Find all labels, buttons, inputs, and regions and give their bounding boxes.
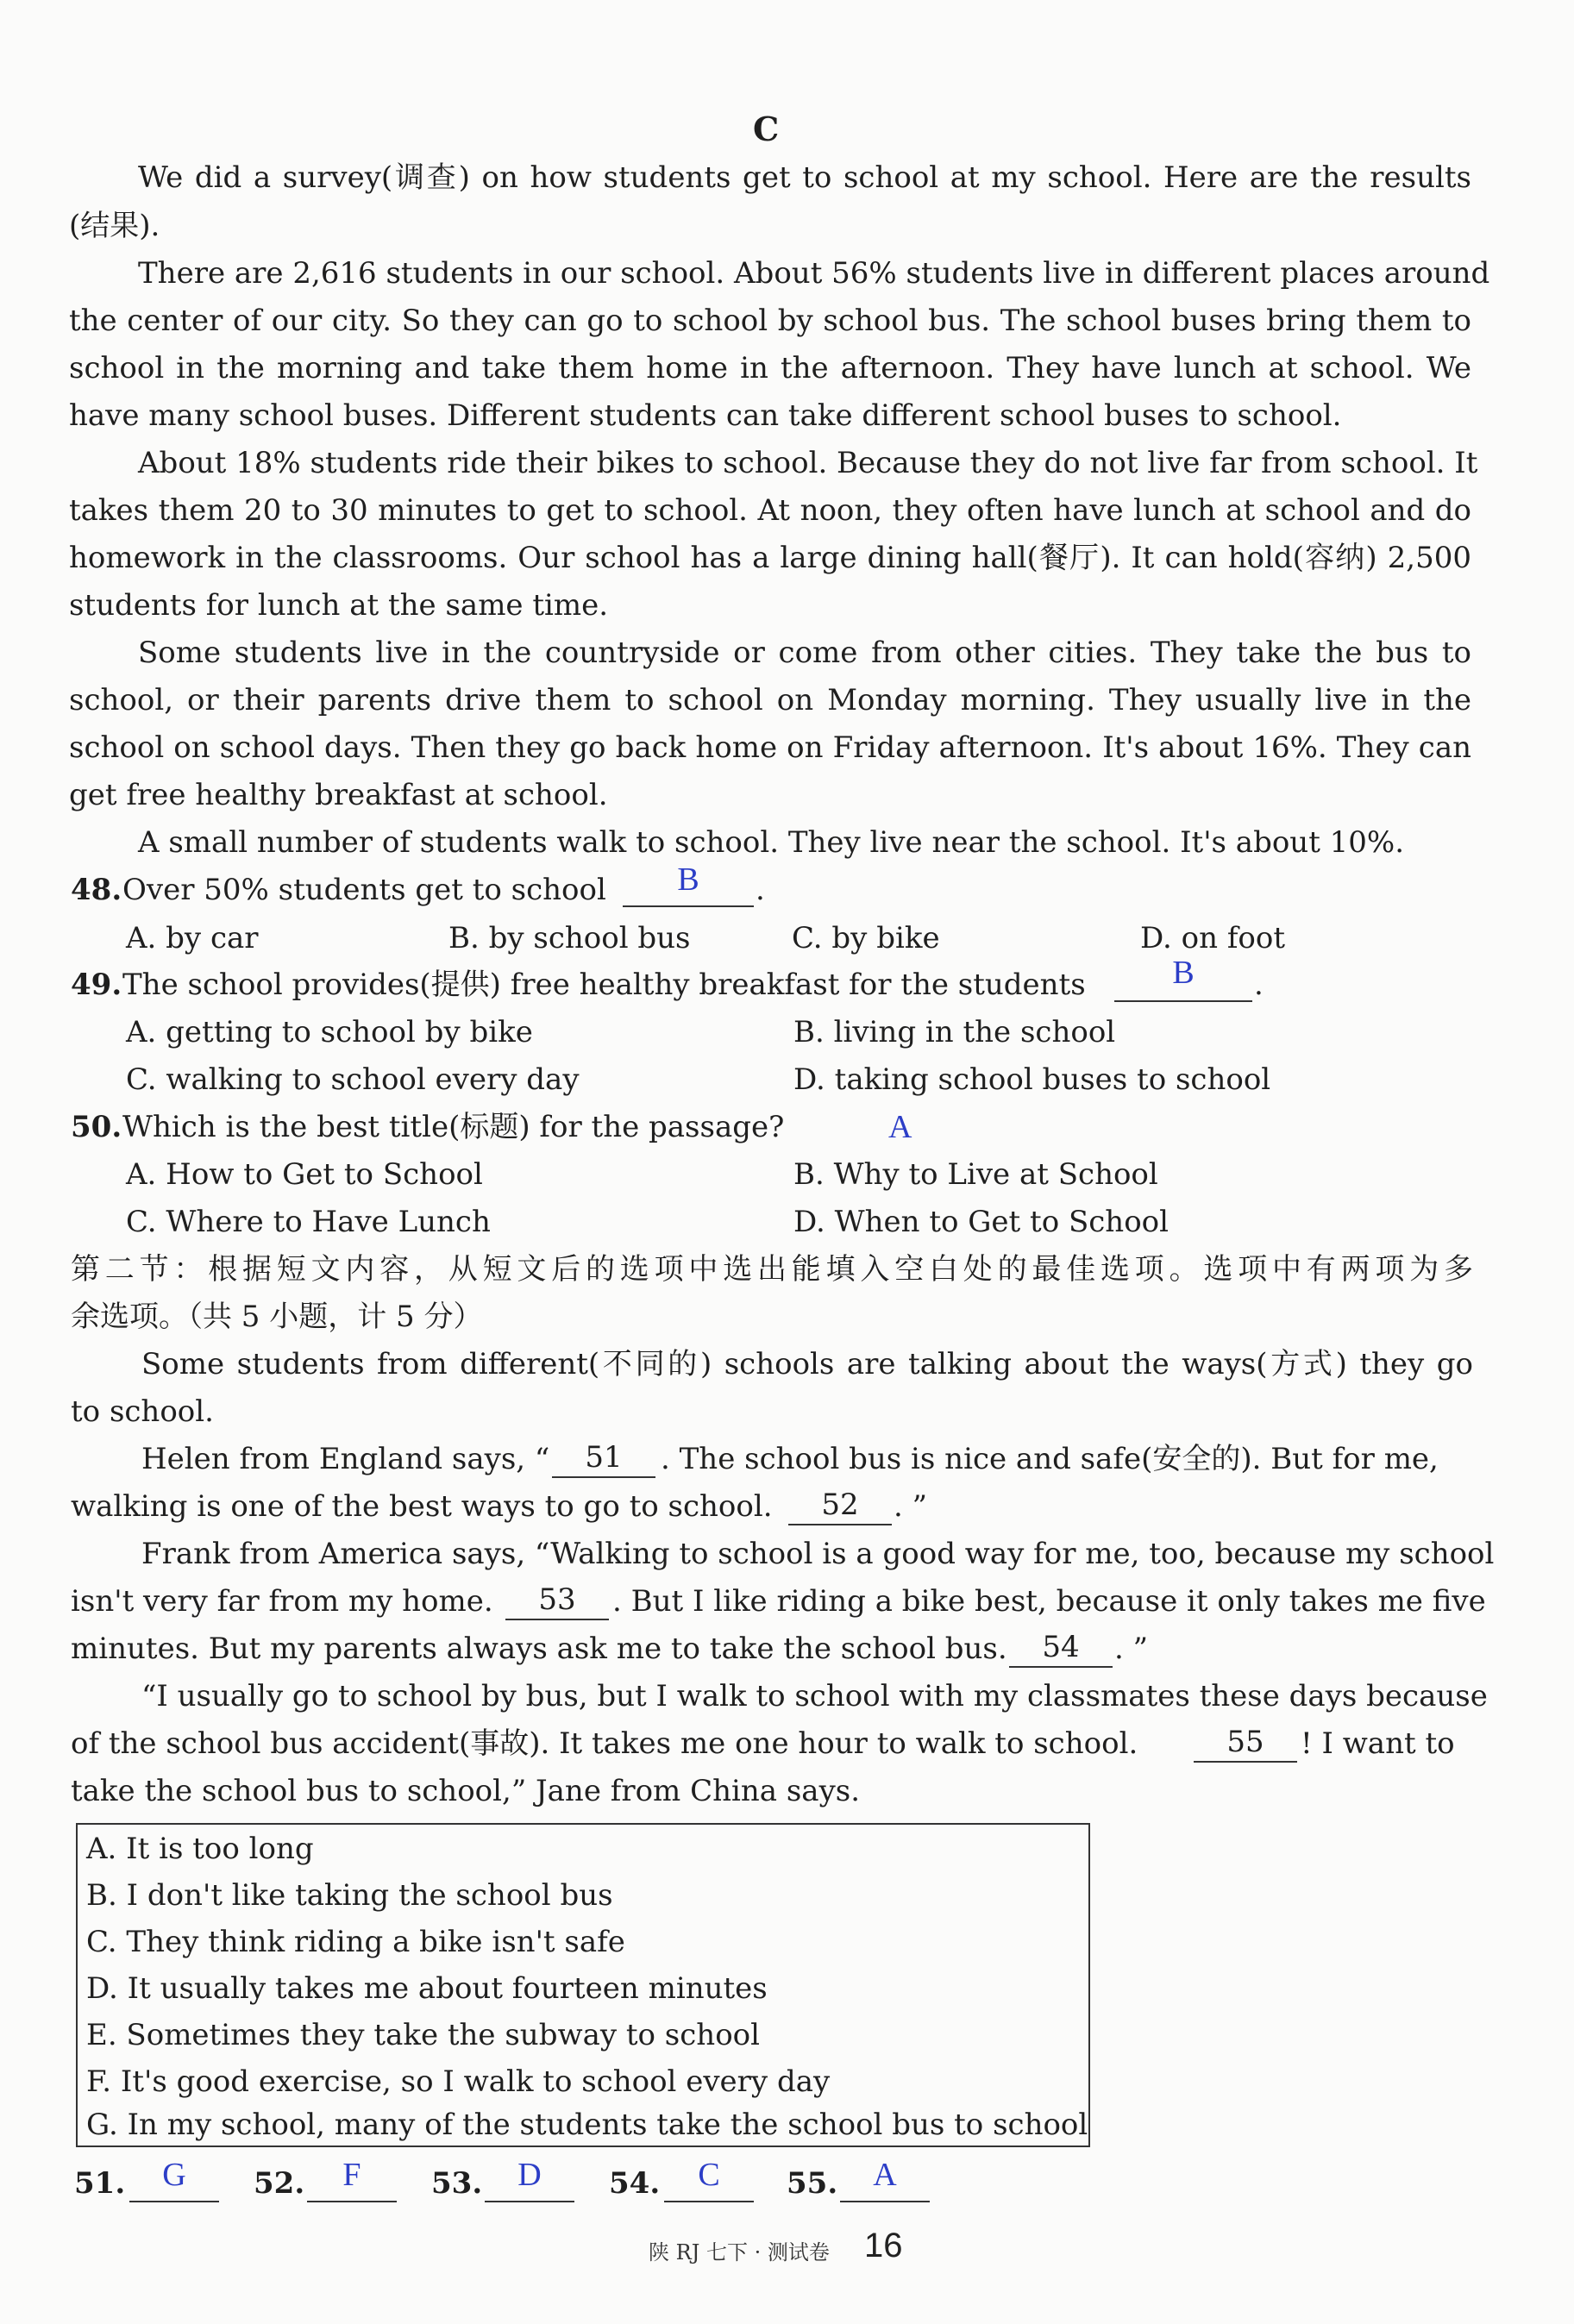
passage-line: There are 2,616 students in our school. About 56% students live in different places around — [138, 256, 1490, 291]
passage-line: Some students from different(不同的) schools are talking about the ways(方式) they go — [141, 1347, 1473, 1381]
passage-line: . But I like riding a bike best, because it only takes me five — [612, 1584, 1486, 1619]
handwritten-answer: A — [888, 1109, 912, 1145]
answer-number: 54. — [609, 2166, 661, 2201]
answer-number: 53. — [431, 2166, 483, 2201]
answer-blank — [129, 2201, 219, 2202]
option: C. walking to school every day — [126, 1062, 580, 1097]
option: A. How to Get to School — [126, 1157, 483, 1192]
passage-line: isn't very far from my home. — [71, 1584, 493, 1619]
question-end: . — [756, 873, 765, 907]
section-heading: C — [753, 110, 780, 148]
gap-number: 52 — [821, 1488, 859, 1522]
gap-blank — [788, 1524, 892, 1525]
passage-line: walking is one of the best ways to go to school. — [71, 1489, 773, 1524]
passage-line: homework in the classrooms. Our school has a large dining hall(餐厅). It can hold(容纳) 2,500 — [69, 541, 1471, 575]
passage-line: get free healthy breakfast at school. — [69, 778, 608, 812]
passage-line: the center of our city. So they can go to school by school bus. The school buses bring them to — [69, 304, 1471, 338]
passage-line: ! I want to — [1301, 1726, 1455, 1761]
option: D. When to Get to School — [793, 1205, 1170, 1239]
option: B. living in the school — [793, 1015, 1116, 1049]
section-instruction: 第二节：根据短文内容，从短文后的选项中选出能填入空白处的最佳选项。选项中有两项为多 — [71, 1252, 1473, 1287]
passage-line: school in the morning and take them home in the afternoon. They have lunch at school. We — [69, 351, 1471, 385]
option-line: G. In my school, many of the students take the school bus to school — [86, 2108, 1088, 2142]
answer-blank — [485, 2201, 574, 2202]
passage-line: takes them 20 to 30 minutes to get to school. At noon, they often have lunch at school and do — [69, 493, 1471, 528]
handwritten-answer: B — [677, 861, 699, 898]
handwritten-answer: C — [698, 2157, 720, 2193]
handwritten-answer: B — [1172, 955, 1195, 991]
answer-blank — [307, 2201, 397, 2202]
page-number: 16 — [864, 2227, 903, 2264]
handwritten-answer: G — [162, 2157, 186, 2193]
answer-number: 52. — [254, 2166, 305, 2201]
option: A. getting to school by bike — [126, 1015, 533, 1049]
gap-number: 54 — [1042, 1630, 1080, 1664]
passage-line: school on school days. Then they go back home on Friday afternoon. It's about 16%. They can — [69, 730, 1471, 765]
option-line: E. Sometimes they take the subway to school — [86, 2018, 761, 2052]
option: A. by car — [126, 921, 259, 955]
option-line: C. They think riding a bike isn't safe — [86, 1925, 625, 1959]
gap-blank — [1194, 1761, 1297, 1763]
passage-line: . ” — [894, 1489, 927, 1524]
passage-line: minutes. But my parents always ask me to take the school bus. — [71, 1632, 1007, 1666]
footer-label: 陕 RJ 七下 · 测试卷 — [649, 2240, 830, 2264]
question-number: 49. — [71, 968, 122, 1002]
passage-line: We did a survey(调查) on how students get to school at my school. Here are the results — [138, 160, 1471, 195]
passage-line: Frank from America says, “Walking to school is a good way for me, too, because my school — [141, 1537, 1495, 1571]
gap-number: 55 — [1226, 1725, 1264, 1759]
handwritten-answer: F — [342, 2157, 361, 2193]
option: D. on foot — [1140, 921, 1286, 955]
gap-blank — [552, 1476, 655, 1478]
answer-blank — [840, 2201, 930, 2202]
question-number: 48. — [71, 873, 122, 907]
options-box — [76, 1823, 1090, 2147]
passage-line: “I usually go to school by bus, but I walk to school with my classmates these days because — [141, 1679, 1488, 1713]
passage-line: have many school buses. Different students can take different school buses to school. — [69, 398, 1342, 433]
passage-line: Some students live in the countryside or come from other cities. They take the bus to — [138, 636, 1471, 670]
option-line: F. It's good exercise, so I walk to school every day — [86, 2064, 831, 2099]
passage-line: take the school bus to school,” Jane from China says. — [71, 1774, 861, 1808]
passage-line: to school. — [71, 1394, 214, 1429]
option-line: A. It is too long — [86, 1832, 314, 1866]
question-end: . — [1254, 968, 1264, 1002]
passage-line: Helen from England says, “ — [141, 1442, 550, 1476]
option-line: D. It usually takes me about fourteen minutes — [86, 1971, 768, 2006]
answer-blank — [623, 905, 754, 907]
handwritten-answer: A — [873, 2157, 897, 2193]
passage-line: About 18% students ride their bikes to school. Because they do not live far from school. It — [138, 446, 1478, 480]
handwritten-answer: D — [517, 2157, 542, 2193]
gap-blank — [1009, 1666, 1113, 1668]
passage-line: (结果). — [69, 209, 160, 243]
answer-blank — [1114, 1000, 1252, 1002]
gap-blank — [505, 1619, 609, 1620]
section-instruction: 余选项。（共 5 小题，计 5 分） — [71, 1300, 483, 1334]
option: C. by bike — [792, 921, 940, 955]
question-text: Which is the best title(标题) for the passage? — [122, 1110, 785, 1144]
question-text: Over 50% students get to school — [122, 873, 606, 907]
answer-blank — [664, 2201, 754, 2202]
question-text: The school provides(提供) free healthy breakfast for the students — [122, 968, 1086, 1002]
passage-line: A small number of students walk to school. They live near the school. It's about 10%. — [138, 825, 1405, 860]
answer-number: 51. — [74, 2166, 126, 2201]
passage-line: students for lunch at the same time. — [69, 588, 609, 623]
passage-line: . ” — [1114, 1632, 1148, 1666]
option-line: B. I don't like taking the school bus — [86, 1878, 613, 1913]
passage-line: of the school bus accident(事故). It takes me one hour to walk to school. — [71, 1726, 1138, 1761]
passage-line: school, or their parents drive them to school on Monday morning. They usually live in the — [69, 683, 1471, 717]
option: D. taking school buses to school — [793, 1062, 1271, 1097]
option: C. Where to Have Lunch — [126, 1205, 491, 1239]
passage-line: . The school bus is nice and safe(安全的). But for me, — [661, 1442, 1439, 1476]
answer-number: 55. — [787, 2166, 838, 2201]
option: B. Why to Live at School — [793, 1157, 1158, 1192]
option: B. by school bus — [448, 921, 691, 955]
gap-number: 53 — [538, 1582, 576, 1617]
gap-number: 51 — [585, 1440, 623, 1475]
question-number: 50. — [71, 1110, 122, 1144]
